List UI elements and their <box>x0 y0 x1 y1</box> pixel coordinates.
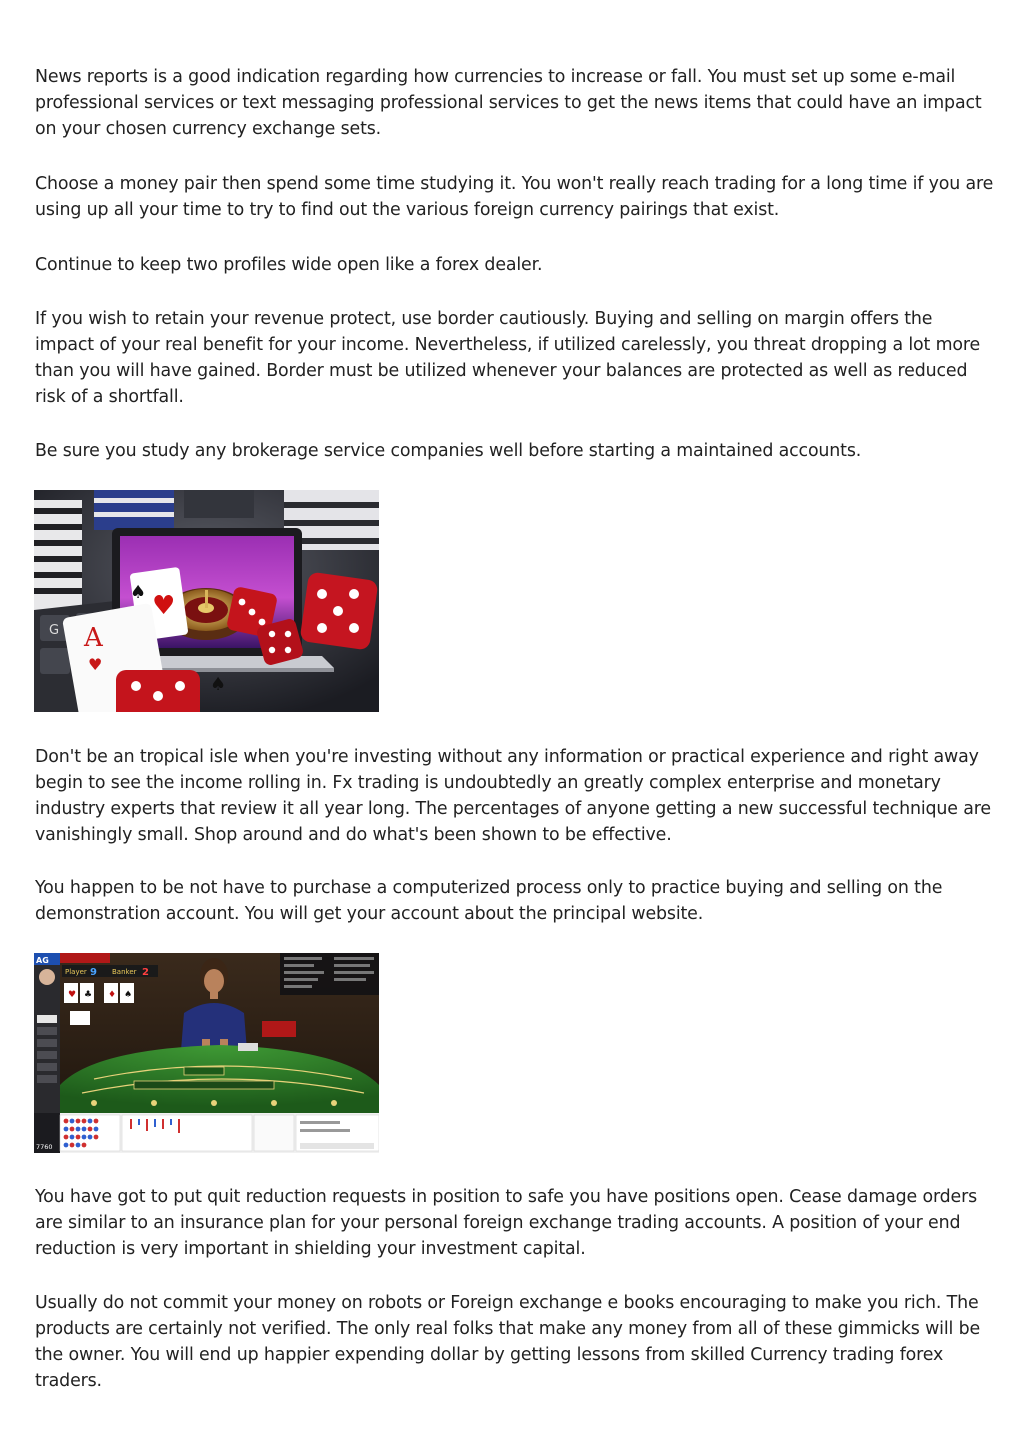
paragraph-demonstration-account: You happen to be not have to purchase a computerized process only to practice buying and selling on the demonstration account. You will get your account about the principal website. <box>35 878 943 924</box>
game-info-panel <box>280 953 379 995</box>
poker-chip-stack-left <box>34 500 82 620</box>
bead-road-panel <box>34 1113 379 1153</box>
svg-text:♥: ♥ <box>152 591 176 621</box>
paragraph-money-pair: Choose a money pair then spend some time studying it. You won't really reach trading for a long time if you are using up all your time to try to find out the various foreign currency pairings that exist. <box>35 174 994 220</box>
casino-laptop-dice-cards-illustration <box>34 490 379 712</box>
paragraph-stop-loss: You have got to put quit reduction requests in position to safe you have positions open. Cease damage orders are similar to an insurance plan for your personal foreign exchange trading accounts. A position of your end reduction is very important in shielding your investment capital. <box>35 1187 978 1259</box>
paragraph-two-profiles: Continue to keep two profiles wide open like a forex dealer. <box>35 255 543 275</box>
svg-text:♠: ♠ <box>124 990 133 1000</box>
card-rank-label: A <box>84 623 103 653</box>
svg-text:♠: ♠ <box>130 582 147 603</box>
balance-value: 7760 <box>36 1143 53 1151</box>
svg-text:♦: ♦ <box>108 990 117 1000</box>
player-score: 9 <box>90 967 97 978</box>
svg-text:♥: ♥ <box>68 990 77 1000</box>
banker-label: Banker <box>112 968 137 976</box>
baccarat-screenshot-svg <box>34 953 379 1153</box>
svg-text:♥: ♥ <box>88 655 103 674</box>
brand-logo: AG <box>36 956 49 965</box>
keyboard-key-label: G <box>49 623 60 638</box>
paragraph-brokerage: Be sure you study any brokerage service companies well before starting a maintained accounts. <box>35 441 862 461</box>
live-baccarat-dealer-screenshot <box>34 953 379 1153</box>
svg-text:♣: ♣ <box>84 990 93 1000</box>
banker-score: 2 <box>142 967 149 978</box>
casino-illustration-svg <box>34 490 379 712</box>
paragraph-tropical-isle: Don't be an tropical isle when you're investing without any information or practical experience and right away begin to see the income rolling in. Fx trading is undoubtedly an greatly complex enterprise and monetary industry experts that review it all year long. The percentages of anyone getting a new successful technique are vanishingly small. Shop around and do what's been shown to be effective. <box>35 747 991 845</box>
player-label: Player <box>65 968 87 976</box>
paragraph-robots: Usually do not commit your money on robots or Foreign exchange e books encouraging to make you rich. The products are certainly not verified. The only real folks that make any money from all of these gimmicks will be the owner. You will end up happier expending dollar by getting lessons from skilled Currency trading forex traders. <box>35 1293 981 1391</box>
svg-text:♠: ♠ <box>210 674 227 695</box>
promo-sign <box>262 1021 296 1037</box>
paragraph-margin: If you wish to retain your revenue protect, use border cautiously. Buying and selling on margin offers the impact of your real benefit for your income. Nevertheless, if utilized carelessly, you threat dropping a lot more than you will have gained. Border must be utilized whenever your balances are protected as well as reduced risk of a shortfall. <box>35 309 981 407</box>
paragraph-news-reports: News reports is a good indication regarding how currencies to increase or fall. You must set up some e-mail professional services or text messaging professional services to get the news items that could have an impact on your chosen currency exchange sets. <box>35 67 982 139</box>
left-side-panel <box>34 953 60 1113</box>
